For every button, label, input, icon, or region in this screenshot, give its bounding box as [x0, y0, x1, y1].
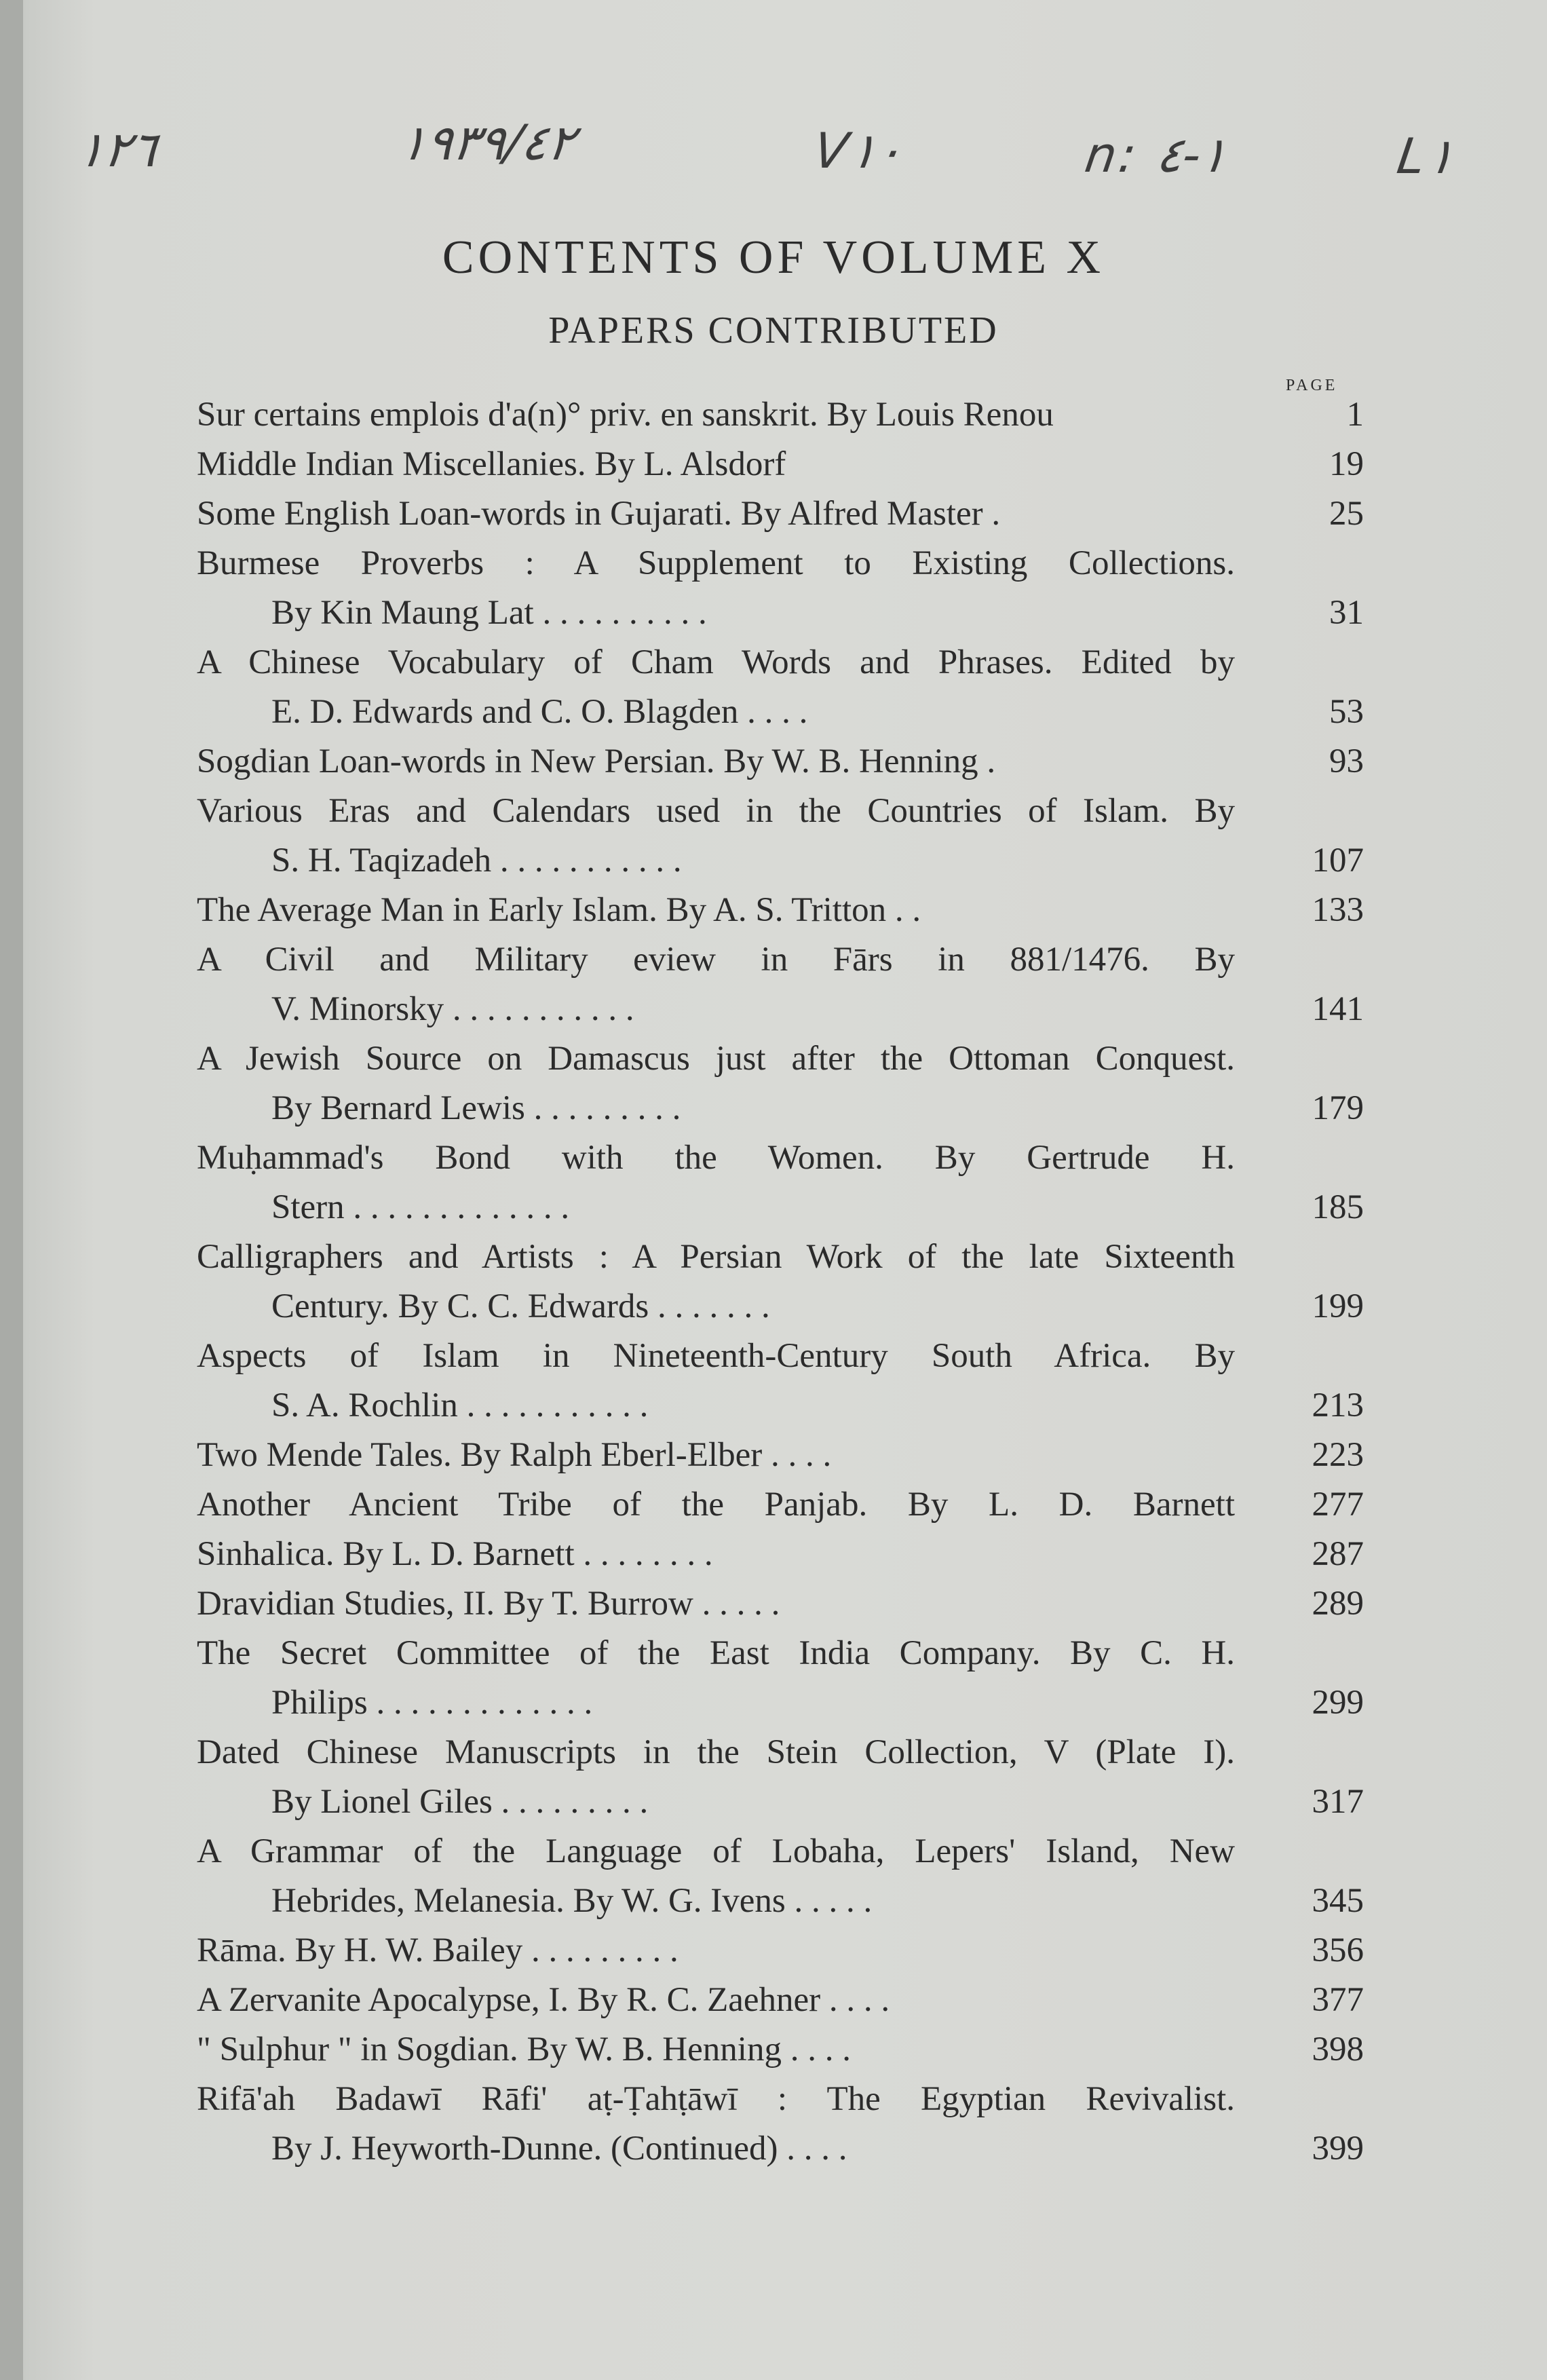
toc-entry-text: Stern . . . . . . . . . . . . .: [271, 1188, 570, 1226]
toc-entry-page: 345: [1312, 1882, 1364, 1920]
handwritten-note-1: ١٢٦: [74, 121, 161, 178]
toc-entry-page: 277: [1312, 1486, 1364, 1524]
toc-entry-page: 377: [1312, 1981, 1364, 2019]
toc-entry: [197, 2075, 1364, 2124]
toc-entry: [197, 1926, 1364, 1976]
toc-entry: [197, 2025, 1364, 2075]
toc-entry-text: The Average Man in Early Islam. By A. S. Tritton . .: [197, 891, 921, 929]
toc-entry-text: S. H. Taqizadeh . . . . . . . . . . .: [271, 842, 682, 880]
toc-entry-text: Philips . . . . . . . . . . . . .: [271, 1684, 593, 1722]
toc-entry-text: Some English Loan-words in Gujarati. By Alfred Master .: [197, 495, 1001, 533]
volume-heading: CONTENTS OF VOLUME X: [442, 231, 1105, 284]
toc-entry: [197, 1728, 1364, 1777]
toc-entry-text: By Lionel Giles . . . . . . . . .: [271, 1783, 649, 1821]
toc-entry-page: 93: [1329, 742, 1364, 780]
handwritten-note-5: L١: [1394, 128, 1458, 185]
toc-entry: [197, 737, 1364, 787]
toc-entry-text: S. A. Rochlin . . . . . . . . . . .: [271, 1386, 649, 1424]
toc-entry-text: By Bernard Lewis . . . . . . . . .: [271, 1089, 681, 1127]
toc-entry-text: E. D. Edwards and C. O. Blagden . . . .: [271, 693, 808, 731]
toc-entry-page: 399: [1312, 2130, 1364, 2168]
toc-entry: [197, 1232, 1364, 1282]
toc-entry-text: Rifā'ah Badawī Rāfi' aṭ-Ṭahṭāwī : The Egyptian Revivalist.: [197, 2080, 1235, 2118]
toc-entry-text: By J. Heyworth-Dunne. (Continued) . . . .: [271, 2130, 847, 2168]
toc-entry: [197, 1678, 1364, 1728]
handwritten-note-3: V١٠: [810, 122, 907, 179]
toc-entry: [197, 1381, 1364, 1431]
toc-entry: [197, 1530, 1364, 1579]
toc-entry-text: A Grammar of the Language of Lobaha, Lepers' Island, New: [197, 1832, 1235, 1870]
toc-entry: [197, 1876, 1364, 1926]
toc-entry-text: A Jewish Source on Damascus just after the Ottoman Conquest.: [197, 1040, 1235, 1078]
handwritten-note-4: n: ١-٤: [1082, 126, 1231, 183]
toc-entry: [197, 390, 1364, 440]
toc-entry-page: 179: [1312, 1089, 1364, 1127]
toc-entry-page: 133: [1312, 891, 1364, 929]
toc-entry-page: 299: [1312, 1684, 1364, 1722]
toc-entry-text: Century. By C. C. Edwards . . . . . . .: [271, 1287, 770, 1325]
toc-entry: [197, 1777, 1364, 1827]
toc-entry-page: 287: [1312, 1535, 1364, 1573]
table-of-contents: [197, 390, 1364, 2174]
toc-entry-text: Burmese Proverbs : A Supplement to Existing Collections.: [197, 544, 1235, 582]
toc-entry-text: By Kin Maung Lat . . . . . . . . . .: [271, 594, 707, 632]
toc-entry: [197, 1579, 1364, 1629]
toc-entry-page: 25: [1329, 495, 1364, 533]
handwritten-note-2: ١٩٣٩/٤٢: [396, 114, 579, 171]
toc-entry-text: Sur certains emplois d'a(n)° priv. en sanskrit. By Louis Renou: [197, 396, 1054, 434]
toc-entry-text: A Civil and Military eview in Fārs in 881/1476. By: [197, 941, 1235, 979]
toc-entry: [197, 1480, 1364, 1530]
toc-entry: [197, 1976, 1364, 2025]
toc-entry: [197, 935, 1364, 985]
toc-entry: [197, 1331, 1364, 1381]
toc-entry-text: A Zervanite Apocalypse, I. By R. C. Zaehner . . . .: [197, 1981, 890, 2019]
toc-entry: [197, 1629, 1364, 1678]
toc-entry-page: 356: [1312, 1931, 1364, 1969]
toc-entry-text: Dated Chinese Manuscripts in the Stein Collection, V (Plate I).: [197, 1733, 1235, 1771]
toc-entry: [197, 836, 1364, 886]
toc-entry: [197, 2124, 1364, 2174]
toc-entry-text: " Sulphur " in Sogdian. By W. B. Henning . . . .: [197, 2030, 851, 2069]
book-spine-shadow: [0, 0, 23, 2380]
toc-entry: [197, 1282, 1364, 1331]
toc-entry-page: 289: [1312, 1585, 1364, 1623]
toc-entry: [197, 687, 1364, 737]
toc-entry-page: 107: [1312, 842, 1364, 880]
toc-entry-text: Dravidian Studies, II. By T. Burrow . . . . .: [197, 1585, 780, 1623]
page-column-label: PAGE: [1286, 377, 1338, 394]
toc-entry: [197, 1183, 1364, 1232]
toc-entry: [197, 1827, 1364, 1876]
toc-entry-page: 317: [1312, 1783, 1364, 1821]
toc-entry: [197, 787, 1364, 836]
toc-entry: [197, 440, 1364, 489]
toc-entry-page: 185: [1312, 1188, 1364, 1226]
toc-entry-text: Sogdian Loan-words in New Persian. By W. B. Henning .: [197, 742, 996, 780]
toc-entry-page: 141: [1312, 990, 1364, 1028]
toc-entry-page: 213: [1312, 1386, 1364, 1424]
toc-entry-text: Muḥammad's Bond with the Women. By Gertrude H.: [197, 1139, 1235, 1177]
toc-entry-page: 199: [1312, 1287, 1364, 1325]
toc-entry-text: Various Eras and Calendars used in the Countries of Islam. By: [197, 792, 1235, 830]
toc-entry-text: A Chinese Vocabulary of Cham Words and Phrases. Edited by: [197, 643, 1235, 681]
toc-entry-text: The Secret Committee of the East India Company. By C. H.: [197, 1634, 1235, 1672]
toc-entry: [197, 489, 1364, 539]
toc-entry: [197, 539, 1364, 588]
toc-entry-page: 1: [1346, 396, 1364, 434]
toc-entry-text: Two Mende Tales. By Ralph Eberl-Elber . . . .: [197, 1436, 832, 1474]
toc-entry: [197, 638, 1364, 687]
toc-entry-text: V. Minorsky . . . . . . . . . . .: [271, 990, 634, 1028]
toc-entry-text: Calligraphers and Artists : A Persian Work of the late Sixteenth: [197, 1238, 1235, 1276]
toc-entry: [197, 588, 1364, 638]
toc-entry: [197, 1084, 1364, 1133]
toc-entry-page: 53: [1329, 693, 1364, 731]
toc-entry: [197, 886, 1364, 935]
section-heading: PAPERS CONTRIBUTED: [548, 309, 999, 352]
toc-entry-text: Middle Indian Miscellanies. By L. Alsdorf: [197, 445, 786, 483]
toc-entry: [197, 1034, 1364, 1084]
toc-entry-text: Rāma. By H. W. Bailey . . . . . . . . .: [197, 1931, 679, 1969]
toc-entry-page: 398: [1312, 2030, 1364, 2069]
toc-entry-text: Aspects of Islam in Nineteenth-Century South Africa. By: [197, 1337, 1235, 1375]
toc-entry: [197, 1431, 1364, 1480]
toc-entry-page: 31: [1329, 594, 1364, 632]
toc-entry-page: 19: [1329, 445, 1364, 483]
toc-entry: [197, 1133, 1364, 1183]
toc-entry: [197, 985, 1364, 1034]
toc-entry-text: Another Ancient Tribe of the Panjab. By L. D. Barnett: [197, 1486, 1235, 1524]
toc-entry-text: Sinhalica. By L. D. Barnett . . . . . . . .: [197, 1535, 713, 1573]
toc-entry-page: 223: [1312, 1436, 1364, 1474]
toc-entry-text: Hebrides, Melanesia. By W. G. Ivens . . . . .: [271, 1882, 873, 1920]
